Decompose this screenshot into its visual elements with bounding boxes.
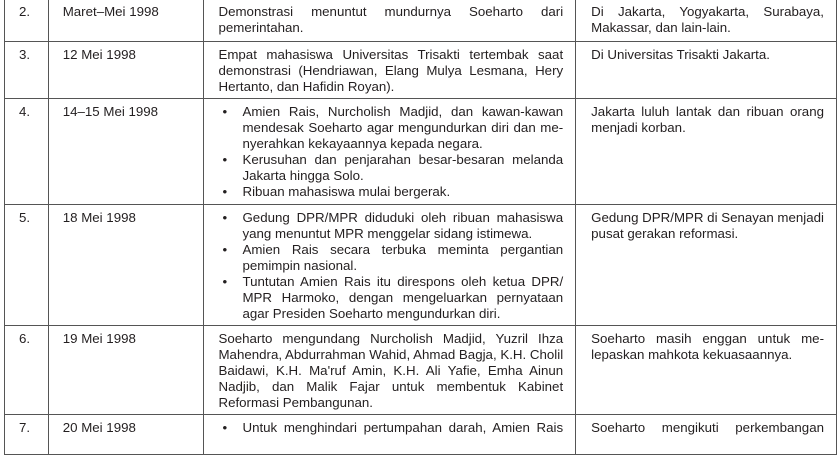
paragraph bbox=[218, 331, 563, 411]
text-line: Jakarta hingga Solo. bbox=[242, 168, 364, 183]
text-line: nyerahkan kekayaannya kepada negara. bbox=[242, 136, 483, 151]
paragraph bbox=[218, 47, 563, 95]
table-row bbox=[5, 99, 837, 205]
text-line: mendesak Soeharto agar mengundurkan diri dan me- bbox=[242, 120, 564, 135]
text-line: Reformasi Pembangunan. bbox=[218, 395, 373, 410]
text-line: Mahendra, Abdurrahman Wahid, Ahmad Bagja, K.H. Cholil bbox=[218, 347, 564, 362]
table-row bbox=[5, 42, 837, 99]
event-description bbox=[204, 205, 576, 326]
text-line: menjadi korban. bbox=[591, 120, 686, 135]
chronology-table bbox=[4, 0, 837, 455]
row-number: 2. bbox=[5, 0, 49, 42]
text-line: agar Presiden Soeharto mengundurkan diri. bbox=[242, 306, 501, 321]
text-line: Jakarta luluh lantak dan ribuan orang bbox=[591, 104, 824, 119]
event-description bbox=[204, 99, 576, 205]
event-date: Maret–Mei 1998 bbox=[48, 0, 204, 42]
table-row bbox=[5, 205, 837, 326]
event-location bbox=[576, 326, 837, 415]
text-line: Empat mahasiswa Universitas Trisakti tertembak saat bbox=[218, 47, 564, 62]
row-number: 7. bbox=[5, 415, 49, 455]
text-line: pusat gerakan reformasi. bbox=[591, 226, 739, 241]
text-line: • Tuntutan Amien Rais itu direspons oleh ketua DPR/ bbox=[242, 274, 564, 289]
event-description bbox=[204, 42, 576, 99]
bullet-item bbox=[218, 152, 563, 184]
event-date: 14–15 Mei 1998 bbox=[48, 99, 204, 205]
event-date: 12 Mei 1998 bbox=[48, 42, 204, 99]
text-line: Soeharto mengikuti perkembangan bbox=[591, 420, 824, 435]
text-line: Makassar, dan lain-lain. bbox=[591, 20, 731, 35]
text-line: Hertanto, dan Hafidin Royan). bbox=[218, 79, 395, 94]
text-line: • Ribuan mahasiswa mulai bergerak. bbox=[242, 184, 451, 199]
bullet-item bbox=[218, 210, 563, 242]
text-line: Soeharto mengundang Nurcholish Madjid, Yuzril Ihza bbox=[218, 331, 564, 346]
text-line: lepaskan mahkota kekuasaannya. bbox=[591, 347, 793, 362]
event-location bbox=[576, 415, 837, 455]
row-number: 6. bbox=[5, 326, 49, 415]
paragraph bbox=[218, 4, 563, 36]
bullet-item bbox=[218, 104, 563, 152]
text-line: demonstrasi (Hendriawan, Elang Mulya Lesmana, Hery bbox=[218, 63, 564, 78]
event-date: 19 Mei 1998 bbox=[48, 326, 204, 415]
text-line: • Gedung DPR/MPR diduduki oleh ribuan mahasiswa bbox=[242, 210, 564, 225]
text-line: pemerintahan. bbox=[218, 20, 304, 35]
text-line: Di Jakarta, Yogyakarta, Surabaya, bbox=[591, 4, 824, 19]
text-line: • Kerusuhan dan penjarahan besar-besaran melanda bbox=[242, 152, 564, 167]
row-number: 4. bbox=[5, 99, 49, 205]
text-line: Soeharto masih enggan untuk me- bbox=[591, 331, 824, 346]
event-location bbox=[576, 205, 837, 326]
bullet-item bbox=[218, 420, 563, 436]
text-line: yang menuntut MPR menggelar sidang istimewa. bbox=[242, 226, 533, 241]
event-location bbox=[576, 99, 837, 205]
text-line: Nadjib, dan Malik Fajar untuk membentuk Kabinet bbox=[218, 379, 564, 394]
text-line: • Amien Rais, Nurcholish Madjid, dan kawan-kawan bbox=[242, 104, 564, 119]
text-line: • Untuk menghindari pertumpahan darah, Amien Rais bbox=[242, 420, 564, 435]
bullet-item bbox=[218, 274, 563, 322]
bullet-item bbox=[218, 242, 563, 274]
text-line: MPR Harmoko, dengan mengeluarkan pernyataan bbox=[242, 290, 564, 305]
row-number: 5. bbox=[5, 205, 49, 326]
text-line: • Amien Rais secara terbuka meminta pergantian bbox=[242, 242, 564, 257]
text-line: Baidawi, K.H. Ma'ruf Amin, K.H. Ali Yafie, Emha Ainun bbox=[218, 363, 564, 378]
bullet-item bbox=[218, 184, 563, 200]
event-description bbox=[204, 326, 576, 415]
text-line: Gedung DPR/MPR di Senayan menjadi bbox=[591, 210, 824, 225]
table-row bbox=[5, 0, 837, 42]
text-line: Di Universitas Trisakti Jakarta. bbox=[591, 47, 770, 62]
text-line: Demonstrasi menuntut mundurnya Soeharto dari bbox=[218, 4, 564, 19]
event-date: 20 Mei 1998 bbox=[48, 415, 204, 455]
table-row bbox=[5, 415, 837, 455]
row-number: 3. bbox=[5, 42, 49, 99]
table-row bbox=[5, 326, 837, 415]
event-date: 18 Mei 1998 bbox=[48, 205, 204, 326]
event-description bbox=[204, 0, 576, 42]
event-description bbox=[204, 415, 576, 455]
event-location bbox=[576, 0, 837, 42]
event-location bbox=[576, 42, 837, 99]
text-line: pemimpin nasional. bbox=[242, 258, 358, 273]
